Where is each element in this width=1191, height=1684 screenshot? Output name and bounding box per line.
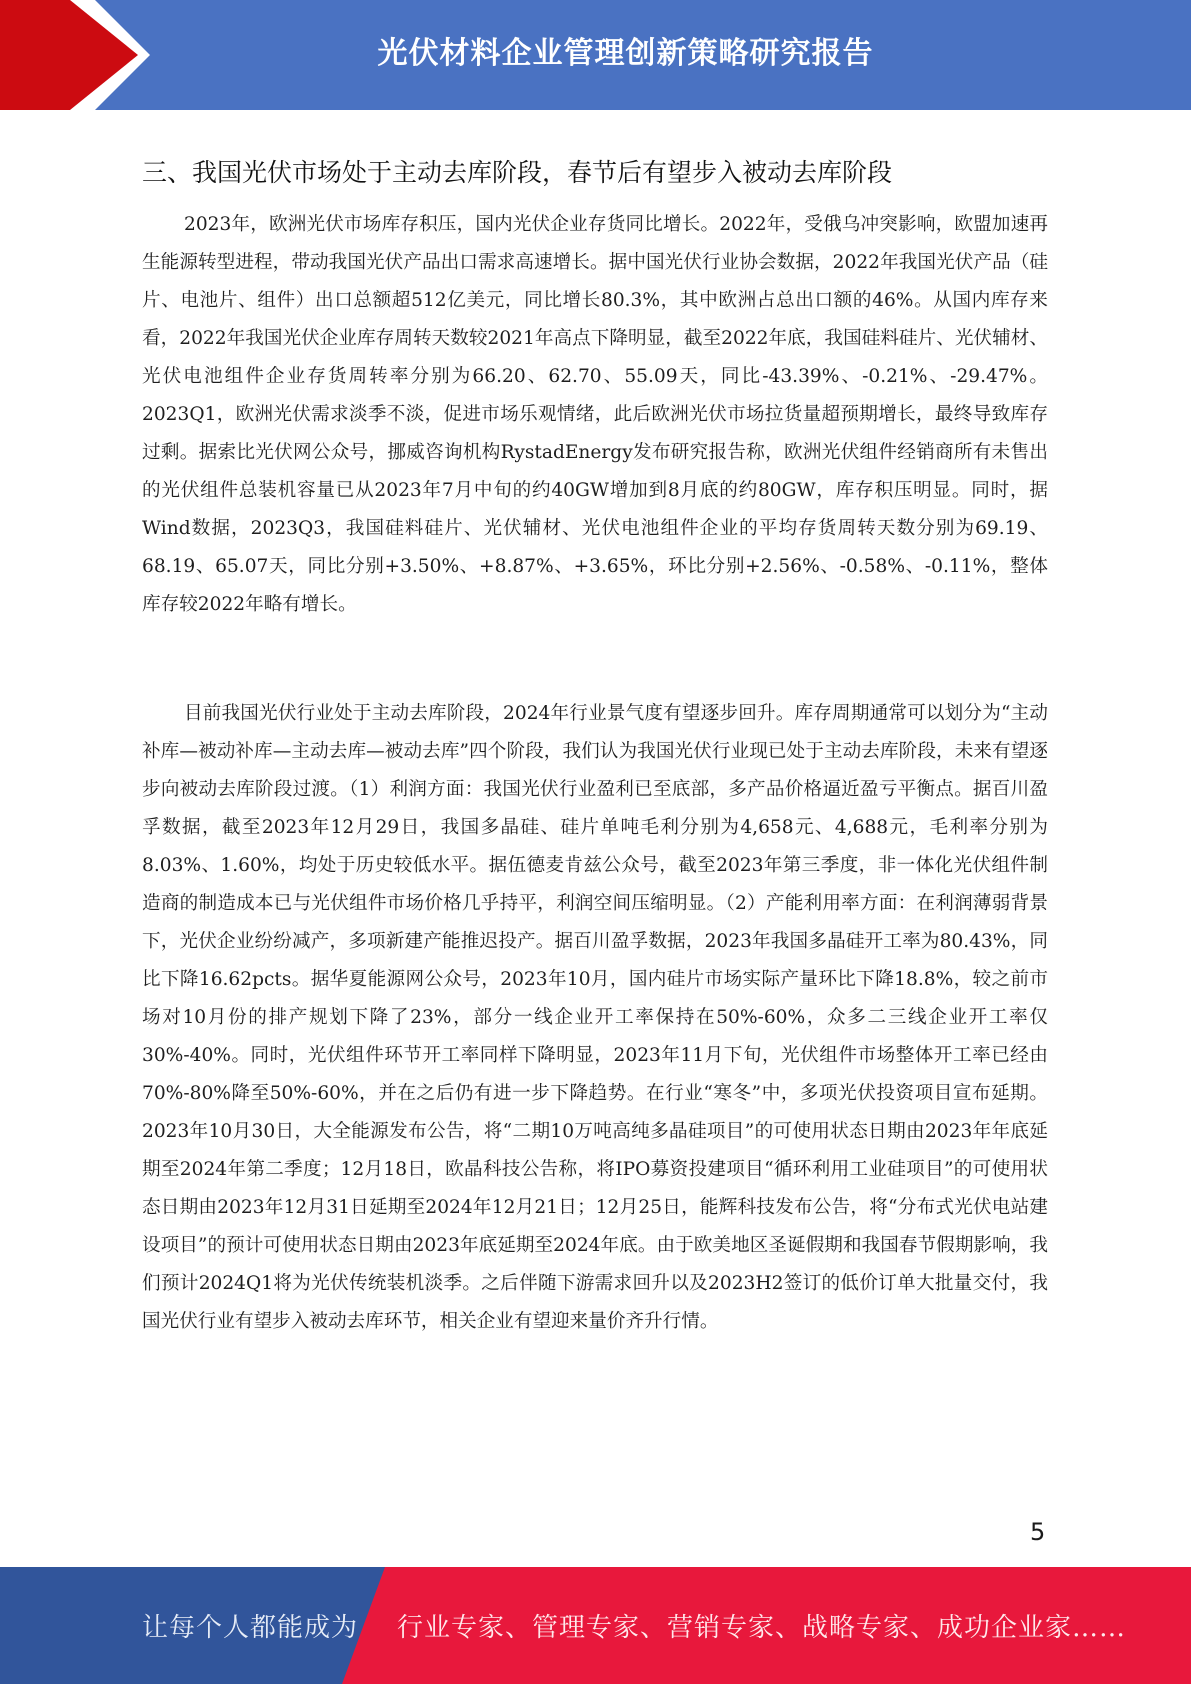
page-footer [0,1567,1191,1684]
section-heading: 三、我国光伏市场处于主动去库阶段，春节后有望步入被动去库阶段 [142,157,893,187]
body-paragraph-2: 目前我国光伏行业处于主动去库阶段，2024年行业景气度有望逐步回升。库存周期通常可以划分为“主动补库—被动补库—主动去库—被动去库”四个阶段，我们认为我国光伏行业现已处于主动去库阶段，未来有望逐步向被动去库阶段过渡。（1）利润方面：我国光伏行业盈利已至底部，多产品价格逼近盈亏平衡点。据百川盈孚数据，截至2023年12月29日，我国多晶硅、硅片单吨毛利分别为4,658元、4,688元，毛利率分别为8.03%、1.60%，均处于历史较低水平。据伍德麦肯兹公众号，截至2023年第三季度，非一体化光伏组件制造商的制造成本已与光伏组件市场价格几乎持平，利润空间压缩明显。（2）产能利用率方面：在利润薄弱背景下，光伏企业纷纷减产，多项新建产能推迟投产。据百川盈孚数据，2023年我国多晶硅开工率为80.43%，同比下降16.62pcts。据华夏能源网公众号，2023年10月，国内硅片市场实际产量环比下降18.8%，较之前市场对10月份的排产规划下降了23%，部分一线企业开工率保持在50%-60%，众多二三线企业开工率仅30%-40%。同时，光伏组件环节开工率同样下降明显，2023年11月下旬，光伏组件市场整体开工率已经由70%-80%降至50%-60%，并在之后仍有进一步下降趋势。在行业“寒冬”中，多项光伏投资项目宣布延期。2023年10月30日，大全能源发布公告，将“二期10万吨高纯多晶硅项目”的可使用状态日期由2023年年底延期至2024年第二季度；12月18日，欧晶科技公告称，将IPO募资投建项目“循环利用工业硅项目”的可使用状态日期由2023年12月31日延期至2024年12月21日；12月25日，能辉科技发布公告，将“分布式光伏电站建设项目”的预计可使用状态日期由2023年底延期至2024年底。由于欧美地区圣诞假期和我国春节假期影响，我们预计2024Q1将为光伏传统装机淡季。之后伴随下游需求回升以及2023H2签订的低价订单大批量交付，我国光伏行业有望步入被动去库环节，相关企业有望迎来量价齐升行情。 [142,703,1048,1332]
page-number: 5 [1030,1518,1046,1546]
footer-slogan-left: 让每个人都能成为 [142,1613,359,1643]
page-header [0,0,1191,110]
footer-slogan-right: 行业专家、管理专家、营销专家、战略专家、成功企业家…… [397,1613,1127,1643]
report-title: 光伏材料企业管理创新策略研究报告 [377,36,874,71]
body-paragraph-1: 2023年，欧洲光伏市场库存积压，国内光伏企业存货同比增长。2022年，受俄乌冲突影响，欧盟加速再生能源转型进程，带动我国光伏产品出口需求高速增长。据中国光伏行业协会数据，2022年我国光伏产品（硅片、电池片、组件）出口总额超512亿美元，同比增长80.3%，其中欧洲占总出口额的46%。从国内库存来看，2022年我国光伏企业库存周转天数较2021年高点下降明显，截至2022年底，我国硅料硅片、光伏辅材、光伏电池组件企业存货周转率分别为66.20、62.70、55.09天，同比-43.39%、-0.21%、-29.47%。2023Q1，欧洲光伏需求淡季不淡，促进市场乐观情绪，此后欧洲光伏市场拉货量超预期增长，最终导致库存过剩。据索比光伏网公众号，挪威咨询机构RystadEnergy发布研究报告称，欧洲光伏组件经销商所有未售出的光伏组件总装机容量已从2023年7月中旬的约40GW增加到8月底的约80GW，库存积压明显。同时，据Wind数据，2023Q3，我国硅料硅片、光伏辅材、光伏电池组件企业的平均存货周转天数分别为69.19、68.19、65.07天，同比分别+3.50%、+8.87%、+3.65%，环比分别+2.56%、-0.58%、-0.11%，整体库存较2022年略有增长。 [142,214,1048,615]
